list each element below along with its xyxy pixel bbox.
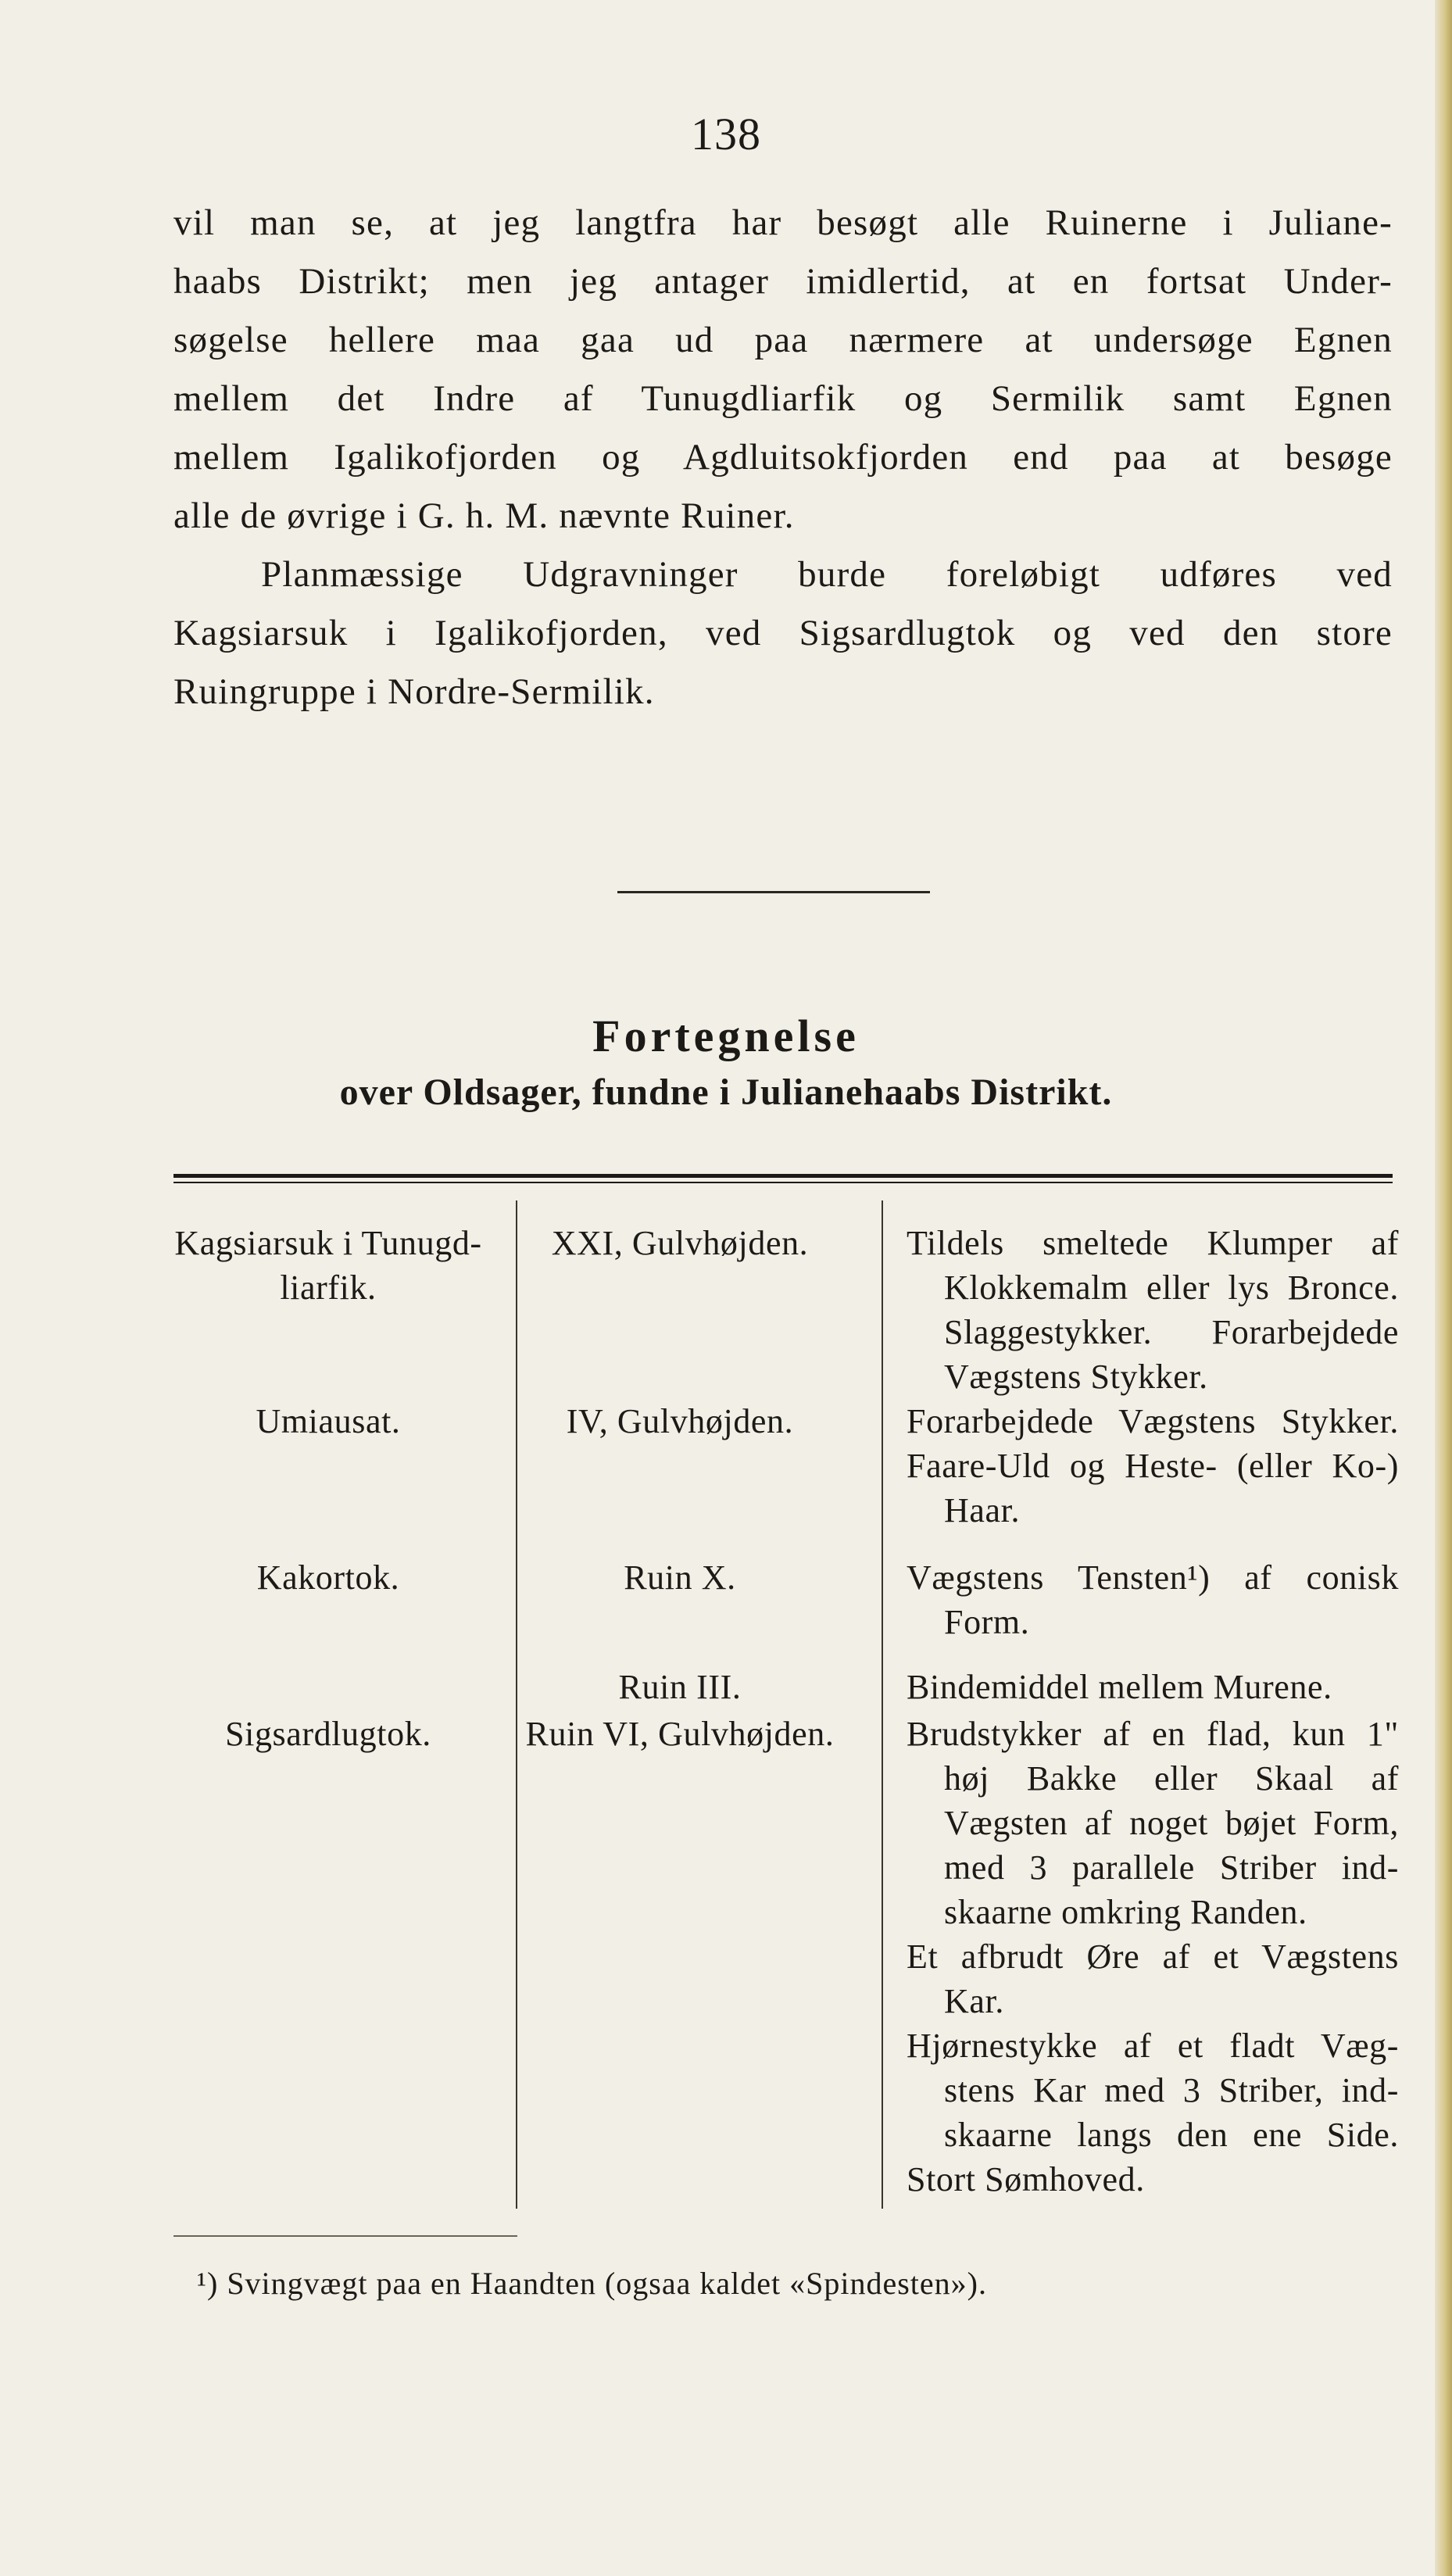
site-line: Ruin III. (618, 1668, 742, 1706)
site-line: Ruin VI, Gulvhøjden. (525, 1715, 835, 1753)
table-top-rule (173, 1174, 1393, 1178)
item-line: Kar. (944, 1982, 1004, 2020)
item-line: Vægstens Stykker. (944, 1358, 1208, 1396)
column-divider (882, 1200, 883, 2209)
text-line: mellem Igalikofjorden og Agdluitsokfjorden end paa at besøge (173, 437, 1393, 478)
place-line: Kagsiarsuk i Tunugd- (174, 1224, 482, 1262)
place-line: Sigsardlugtok. (225, 1715, 431, 1753)
text-line: alle de øvrige i G. h. M. nævnte Ruiner. (173, 496, 795, 536)
place-cell (168, 1555, 488, 1600)
site-line: Ruin X. (624, 1558, 736, 1597)
place-cell (168, 1221, 488, 1310)
text-line: søgelse hellere maa gaa ud paa nærmere at undersøge Egnen (173, 320, 1393, 360)
place-line: Kakortok. (256, 1558, 400, 1597)
items-cell (907, 1555, 1399, 1644)
page-number: 138 (691, 109, 761, 159)
item-line: med 3 parallele Striber ind- (944, 1848, 1399, 1887)
site-cell (516, 1399, 844, 1444)
place-line: liarfik. (280, 1268, 377, 1307)
item-line: Forarbejdede Vægstens Stykker. (907, 1402, 1399, 1440)
paragraph-1 (173, 194, 1393, 546)
item-line: høj Bakke eller Skaal af (944, 1759, 1399, 1798)
items-cell (907, 1221, 1399, 1399)
items-cell (907, 1665, 1399, 1709)
item-line: skaarne langs den ene Side. (944, 2116, 1399, 2154)
site-line: IV, Gulvhøjden. (566, 1402, 794, 1440)
page-edge (1435, 0, 1452, 2576)
items-cell (907, 1712, 1399, 2202)
place-cell (168, 1399, 488, 1444)
site-cell (516, 1221, 844, 1265)
item-line: Brudstykker af en flad, kun 1" (907, 1715, 1399, 1753)
item-line: Tildels smeltede Klumper af (907, 1224, 1399, 1262)
text-line: Ruingruppe i Nordre-Sermilik. (173, 671, 655, 712)
item-line: Faare-Uld og Heste- (eller Ko-) (907, 1447, 1399, 1485)
text-line: haabs Distrikt; men jeg antager imidlertid, at en fortsat Under- (173, 261, 1393, 302)
item-line: Hjørnestykke af et fladt Væg- (907, 2027, 1399, 2065)
item-line: Et afbrudt Øre af et Vægstens (907, 1937, 1399, 1976)
text-line: Kagsiarsuk i Igalikofjorden, ved Sigsardlugtok og ved den store (173, 613, 1393, 653)
list-heading: Fortegnelse (592, 1011, 860, 1061)
item-line: Vægsten af noget bøjet Form, (944, 1804, 1399, 1842)
site-cell (516, 1665, 844, 1709)
text-line: vil man se, at jeg langtfra har besøgt alle Ruinerne i Juliane- (173, 202, 1393, 243)
item-line: Form. (944, 1603, 1030, 1641)
item-line: Haar. (944, 1491, 1021, 1530)
section-divider (617, 891, 930, 893)
item-line: Bindemiddel mellem Murene. (907, 1668, 1332, 1706)
table-top-rule-thin (173, 1182, 1393, 1183)
item-line: Slaggestykker. Forarbejdede (944, 1313, 1399, 1351)
place-cell (168, 1712, 488, 1756)
paragraph-2 (173, 546, 1393, 721)
site-cell (516, 1555, 844, 1600)
item-line: Stort Sømhoved. (907, 2160, 1145, 2199)
item-line: Vægstens Tensten¹) af conisk (907, 1558, 1399, 1597)
items-cell (907, 1399, 1399, 1533)
site-cell (516, 1712, 844, 1756)
item-line: stens Kar med 3 Striber, ind- (944, 2071, 1399, 2109)
site-line: XXI, Gulvhøjden. (551, 1224, 809, 1262)
footnote-rule (173, 2235, 517, 2237)
item-line: Klokkemalm eller lys Bronce. (944, 1268, 1399, 1307)
item-line: skaarne omkring Randen. (944, 1893, 1307, 1931)
footnote: ¹) Svingvægt paa en Haandten (ogsaa kaldet «Spindesten»). (197, 2266, 987, 2301)
place-line: Umiausat. (256, 1402, 401, 1440)
list-subheading: over Oldsager, fundne i Julianehaabs Distrikt. (339, 1072, 1113, 1113)
text-line: Planmæssige Udgravninger burde foreløbigt udføres ved (261, 554, 1393, 595)
text-line: mellem det Indre af Tunugdliarfik og Sermilik samt Egnen (173, 378, 1393, 419)
